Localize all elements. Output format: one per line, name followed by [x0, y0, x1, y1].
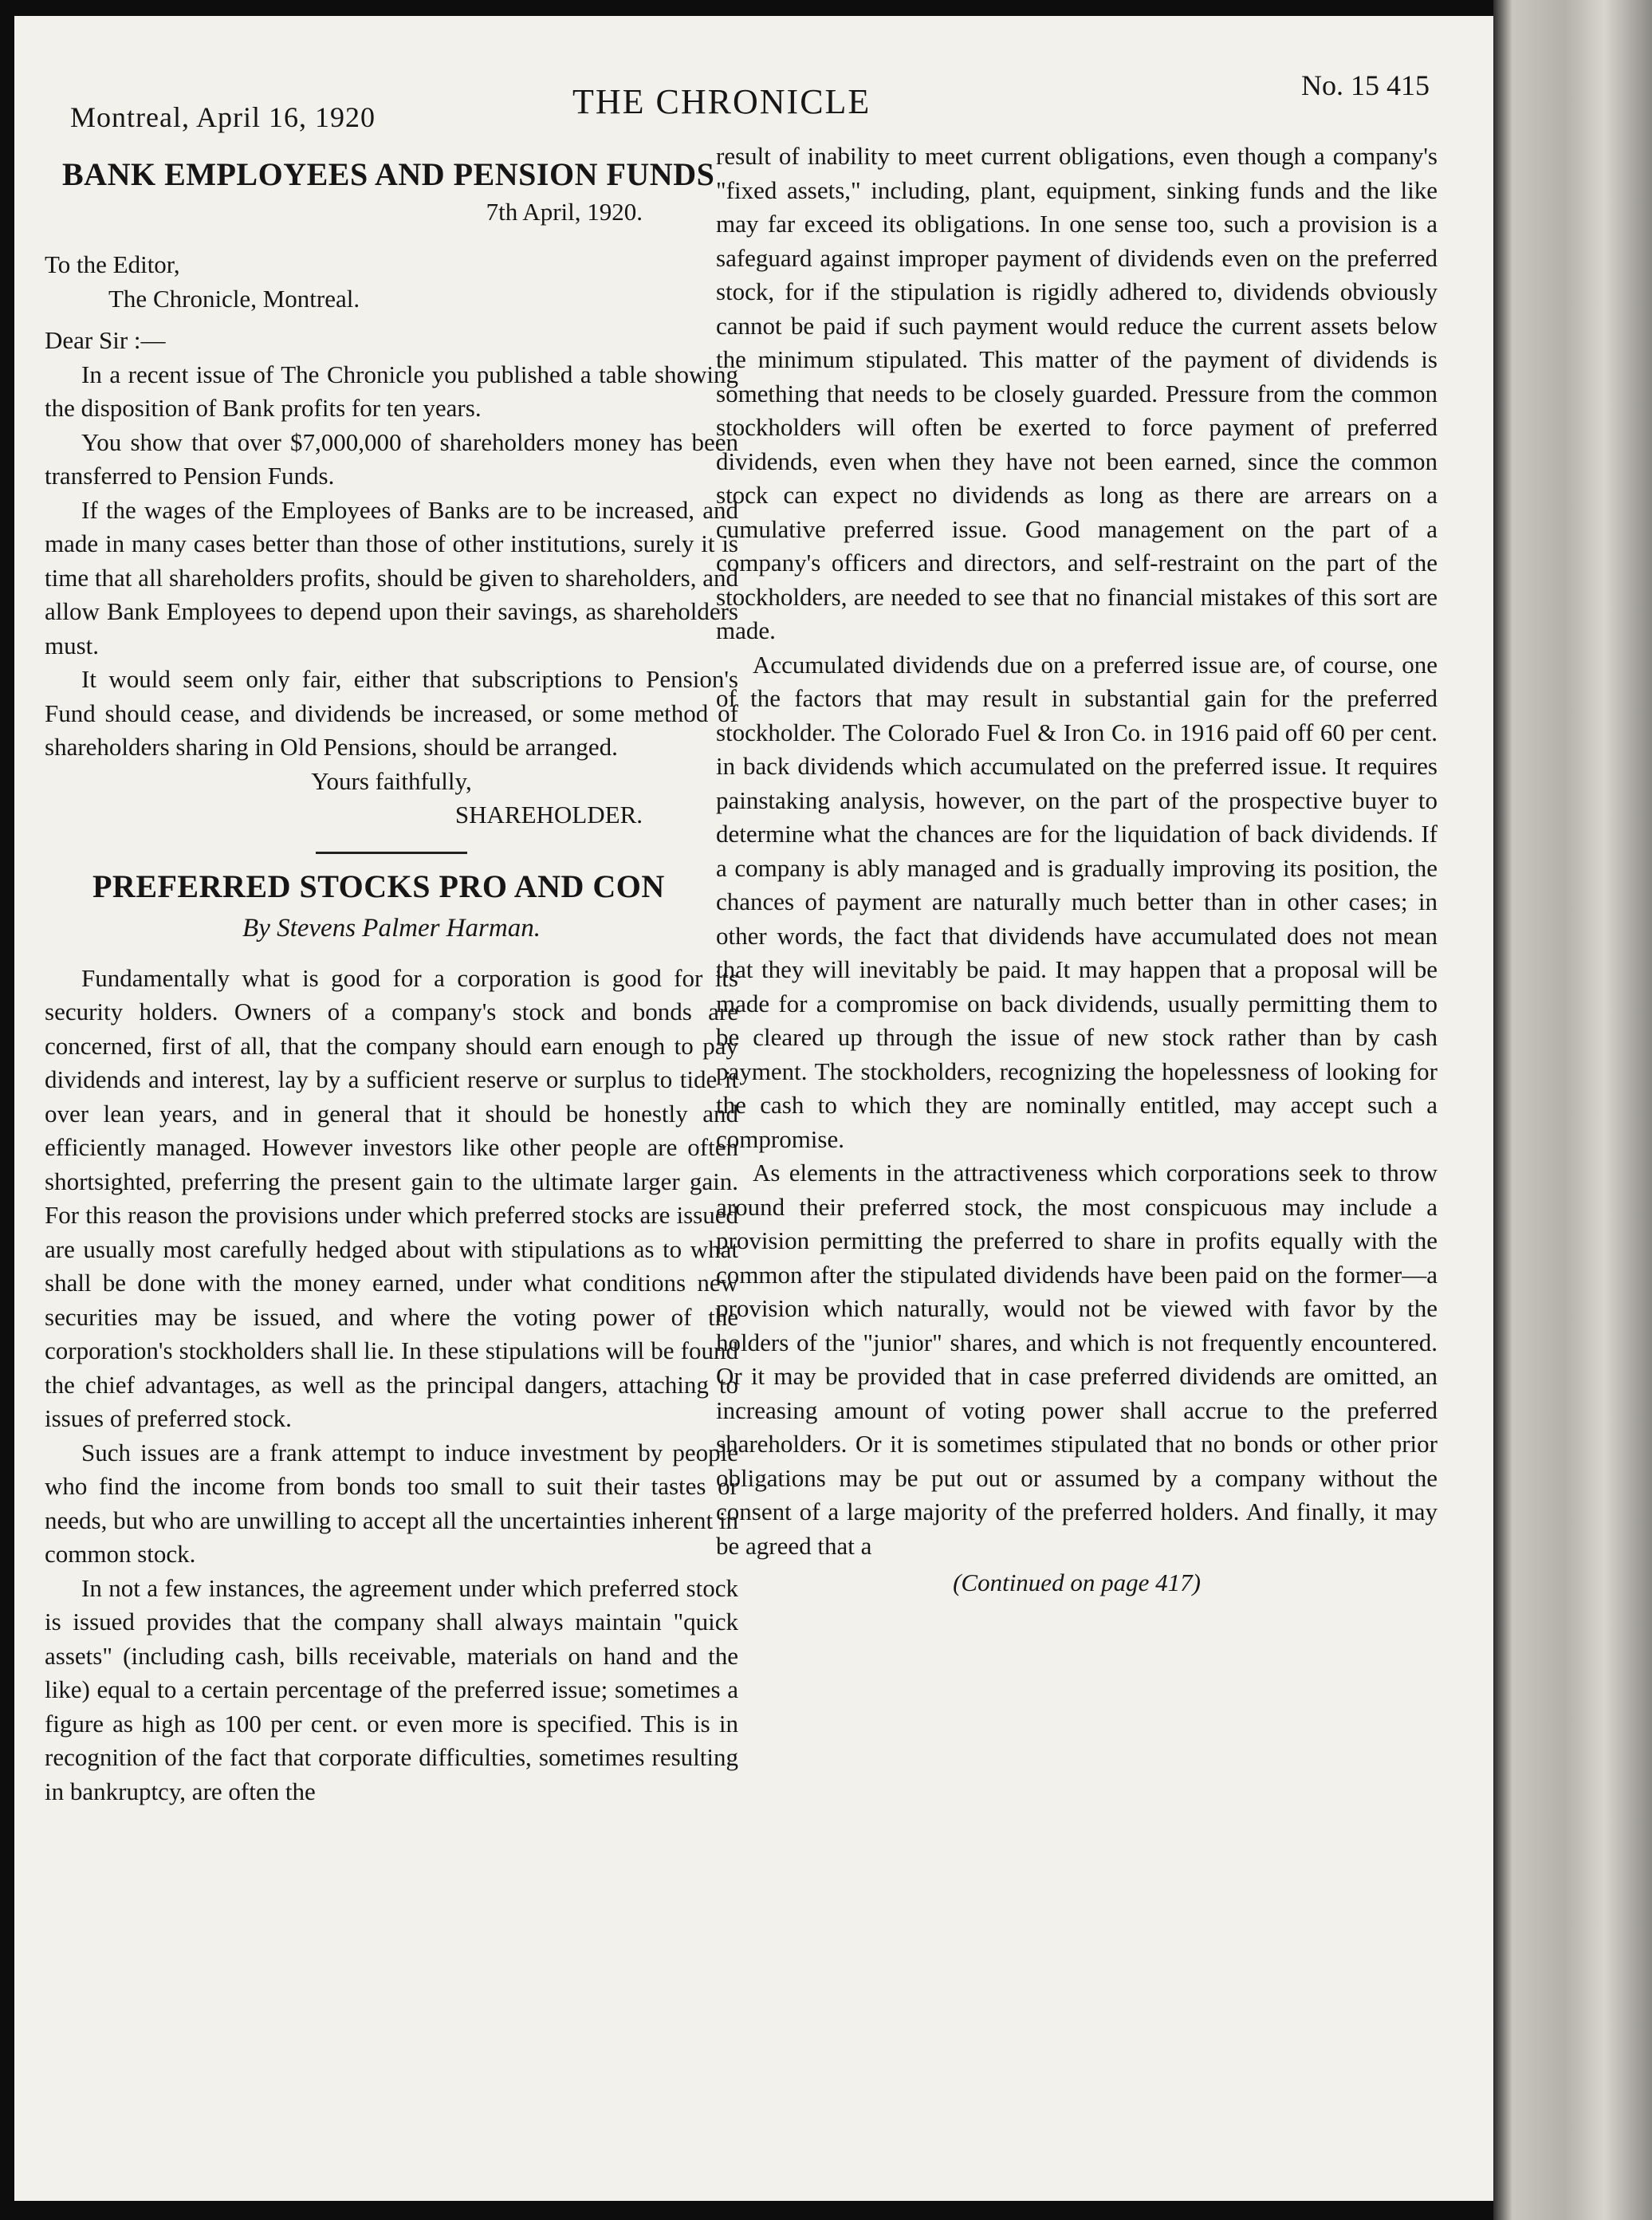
dateline: Montreal, April 16, 1920	[70, 101, 376, 133]
letter-heading: BANK EMPLOYEES AND PENSION FUNDS	[62, 156, 715, 192]
continued-notice: (Continued on page 417)	[953, 1569, 1201, 1596]
book-spine-edge	[1493, 0, 1652, 2220]
newspaper-page	[14, 16, 1493, 2201]
publication-title: THE CHRONICLE	[572, 82, 871, 121]
article-byline: By Stevens Palmer Harman.	[242, 914, 541, 943]
letter-recipient-line2: The Chronicle, Montreal.	[108, 284, 360, 313]
article-paragraph: Such issues are a frank attempt to induce investment by people who find the income from bonds too small to suit their tastes or needs, but who are unwilling to accept all the uncertainties inherent in common stock.	[45, 1438, 738, 1568]
article-paragraph: As elements in the attractiveness which corporations seek to throw around their preferred stock, the most conspicuous may include a provision permitting the preferred to share in profits equally with the common after the stipulated dividends have been paid on the former—a provision which naturally, would not be viewed with favor by the holders of the "junior" shares, and which is not frequently encountered. Or it may be provided that in case preferred dividends are omitted, an increasing amount of voting power shall accrue to the preferred shareholders. Or it is sometimes stipulated that no bonds or other prior obligations may be put out or assumed by a company without the consent of a large majority of the preferred holders. And finally, it may be agreed that a	[716, 1159, 1438, 1560]
letter-paragraph: In a recent issue of The Chronicle you published a table showing the disposition of Bank profits for ten years.	[45, 360, 738, 422]
article-paragraph: Fundamentally what is good for a corporation is good for its security holders. Owners of a company's stock and bonds are concerned, first of all, that the company should earn enough to pay dividends and interest, lay by a sufficient reserve or surplus to tide it over lean years, and in general that it should be honestly and efficiently managed. However investors like other people are often shortsighted, preferring the present gain to the ultimate larger gain. For this reason the provisions under which preferred stocks are issued are usually most carefully hedged about with stipulations as to what shall be done with the money earned, under what conditions new securities may be issued, and where the voting power of the corporation's stockholders shall lie. In these stipulations will be found the chief advantages, as well as the principal dangers, attaching to issues of preferred stock.	[45, 963, 738, 1432]
left-column	[45, 152, 738, 1809]
letter-paragraph: It would seem only fair, either that subscriptions to Pension's Fund should cease, and dividends be increased, or some method of shareholders sharing in Old Pensions, should be arranged.	[45, 665, 738, 761]
letter-closing: Yours faithfully,	[311, 766, 472, 795]
issue-and-page-number: No. 15 415	[1301, 69, 1430, 101]
article-paragraph: result of inability to meet current obligations, even though a company's "fixed assets," including, plant, equipment, sinking funds and the like may far exceed its obligations. In one sense too, such a provision is a safeguard against improper payment of dividends even on the preferred stock, for if the stipulation is rigidly adhered to, dividends obviously cannot be paid if such payment would reduce the current assets below the minimum stipulated. This matter of the payment of dividends is something that needs to be closely guarded. Pressure from the common stockholders will often be exerted to force payment of preferred dividends, even when they have not been earned, since the common stock can expect no dividends as long as there are arrears on a cumulative preferred issue. Good management on the part of a company's officers and directors, and self-restraint on the part of the stockholders, are needed to see that no financial mistakes of this sort are made.	[716, 142, 1438, 644]
article-heading: PREFERRED STOCKS PRO AND CON	[92, 868, 665, 904]
letter-date: 7th April, 1920.	[486, 197, 643, 226]
letter-salutation: Dear Sir :—	[45, 326, 166, 354]
letter-paragraph: You show that over $7,000,000 of shareholders money has been transferred to Pension Funds.	[45, 427, 738, 490]
masthead	[46, 62, 1438, 134]
right-column	[716, 140, 1438, 1600]
letter-recipient: To the Editor,	[45, 250, 180, 278]
section-divider	[316, 852, 467, 854]
article-paragraph: In not a few instances, the agreement under which preferred stock is issued provides that the company shall always maintain "quick assets" (including cash, bills receivable, materials on hand and the like) equal to a certain percentage of the preferred issue; sometimes a figure as high as 100 per cent. or even more is specified. This is in recognition of the fact that corporate difficulties, sometimes resulting in bankruptcy, are often the	[45, 1573, 738, 1805]
letter-paragraph: If the wages of the Employees of Banks are to be increased, and made in many cases better than those of other institutions, surely it is time that all shareholders profits, should be given to shareholders, and allow Bank Employees to depend upon their savings, as shareholders must.	[45, 495, 738, 659]
letter-signature: SHAREHOLDER.	[454, 801, 643, 829]
article-paragraph: Accumulated dividends due on a preferred issue are, of course, one of the factors that may result in substantial gain for the preferred stockholder. The Colorado Fuel & Iron Co. in 1916 paid off 60 per cent. in back dividends which accumulated on the preferred issue. It requires painstaking analysis, however, on the part of the prospective buyer to determine what the chances are for the liquidation of back dividends. If a company is ably managed and is gradually improving its position, the chances of payment are naturally much better than in other cases; in other words, the fact that dividends have accumulated does not mean that they will inevitably be paid. It may happen that a proposal will be made for a compromise on back dividends, usually permitting them to be cleared up through the issue of new stock rather than by cash payment. The stockholders, recognizing the hopelessness of looking for the cash to which they are nominally entitled, may accept such a compromise.	[716, 650, 1438, 1153]
